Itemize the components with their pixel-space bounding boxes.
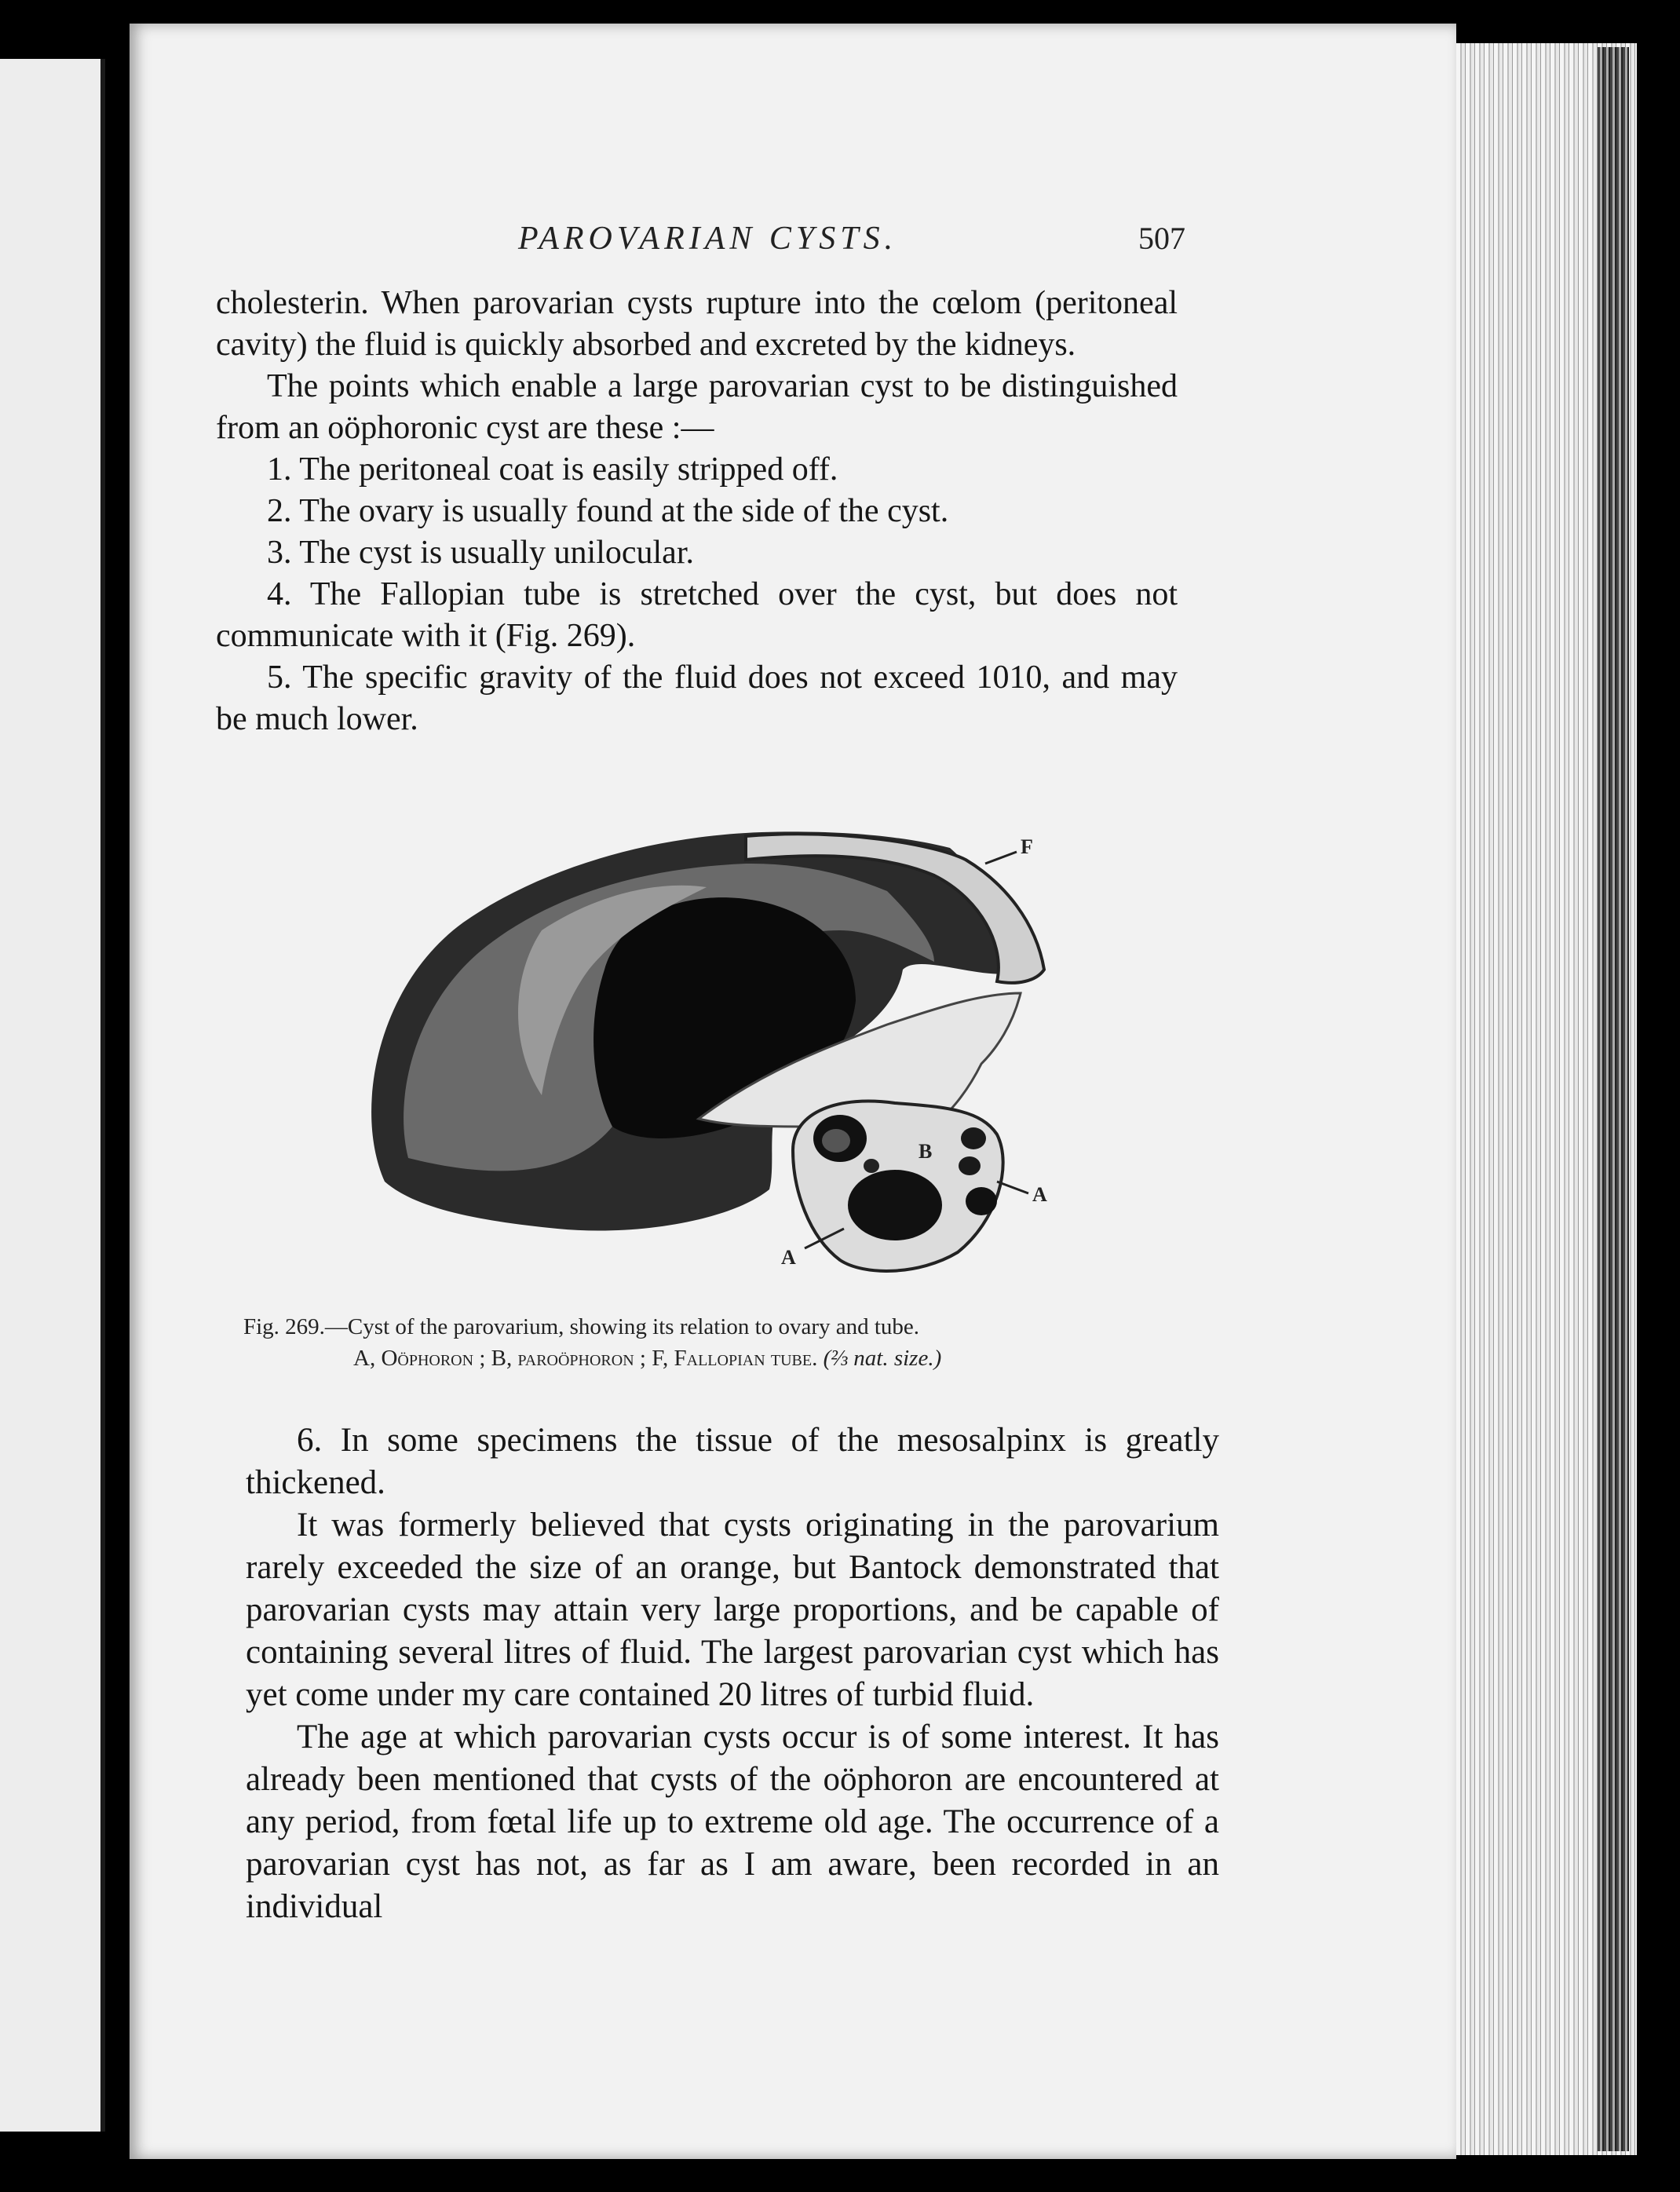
label-a-right: A bbox=[1032, 1183, 1047, 1206]
running-title: PAROVARIAN CYSTS. bbox=[518, 221, 898, 257]
facing-page-edge bbox=[0, 59, 105, 2132]
text-block-bottom bbox=[246, 1419, 1219, 1928]
text-block-top bbox=[216, 283, 1178, 740]
cyst-illustration bbox=[353, 813, 1264, 1299]
label-a-left: A bbox=[781, 1246, 796, 1269]
label-b: B bbox=[919, 1140, 933, 1163]
list-item: 3. The cyst is usually unilocular. bbox=[267, 535, 694, 571]
page-stack-shadow bbox=[1598, 47, 1629, 2151]
page-header bbox=[130, 220, 1456, 267]
caption-line-1: Fig. 269.—Cyst of the parovarium, showing its relation to ovary and tube. bbox=[243, 1314, 920, 1339]
label-f: F bbox=[1021, 835, 1033, 858]
figure-caption bbox=[243, 1311, 1240, 1374]
list-item: 5. The specific gravity of the fluid does not exceed 1010, and may be much lower. bbox=[216, 659, 1178, 737]
list-item: 1. The peritoneal coat is easily stripped off. bbox=[267, 451, 838, 488]
caption-line-2 bbox=[243, 1343, 1240, 1374]
caption-key: A, Oöphoron ; B, paroöphoron ; F, Fallopian tube. bbox=[353, 1346, 818, 1371]
page-number: 507 bbox=[1138, 221, 1185, 256]
book-page bbox=[130, 24, 1456, 2159]
paragraph: The age at which parovarian cysts occur is of some interest. It has already been mentioned that cysts of the oöphoron are encountered at any period, from fœtal life up to extreme old age. The occurrence of a parovarian cyst has not, as far as I am aware, been recorded in an individual bbox=[246, 1719, 1219, 1925]
paragraph: 6. In some specimens the tissue of the mesosalpinx is greatly thickened. bbox=[246, 1422, 1219, 1501]
list-item: 4. The Fallopian tube is stretched over the cyst, but does not communicate with it (Fig. 269). bbox=[216, 576, 1178, 654]
paragraph: The points which enable a large parovarian cyst to be distinguished from an oöphoronic cyst are these :— bbox=[216, 368, 1178, 446]
paragraph: It was formerly believed that cysts originating in the parovarium rarely exceeded the size of an orange, but Bantock demonstrated that parovarian cysts may attain very large proportions, and be capable of containing several litres of fluid. The largest parovarian cyst which has yet come under my care contained 20 litres of turbid fluid. bbox=[246, 1507, 1219, 1713]
list-item: 2. The ovary is usually found at the side of the cyst. bbox=[267, 493, 949, 529]
paragraph: cholesterin. When parovarian cysts rupture into the cœlom (peritoneal cavity) the fluid is quickly absorbed and excreted by the kidneys. bbox=[216, 285, 1178, 363]
caption-scale: (⅔ nat. size.) bbox=[823, 1346, 942, 1371]
